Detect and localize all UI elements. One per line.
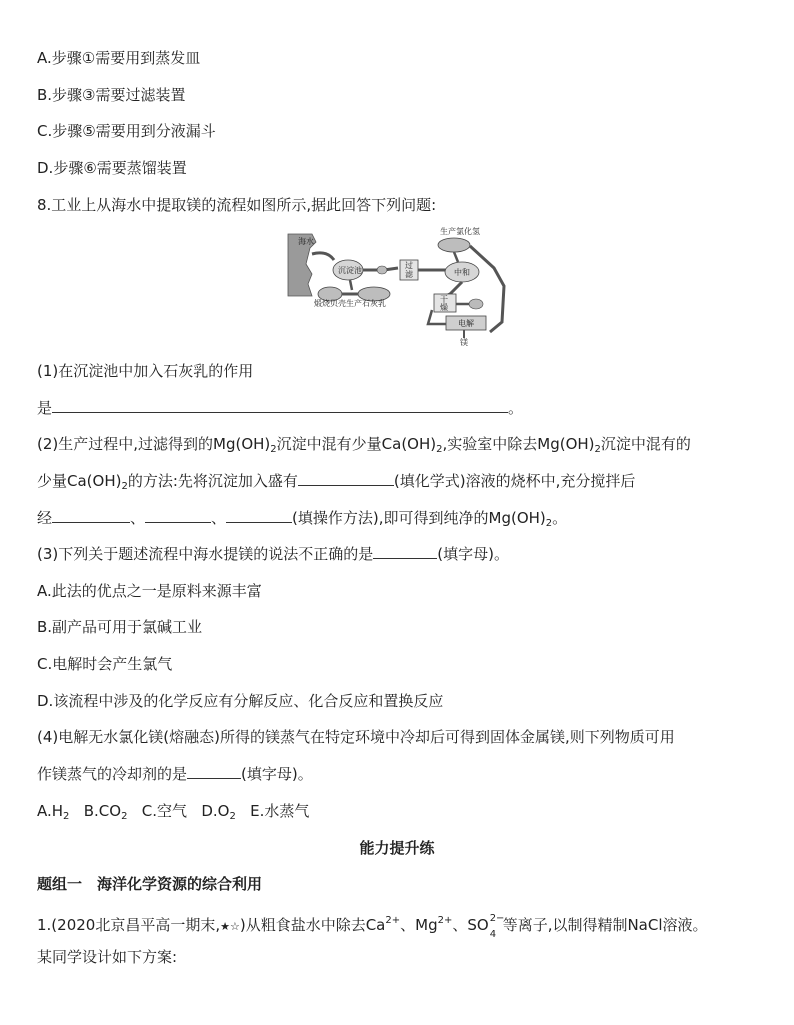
- q8-part3-option-d: D.该流程中涉及的化学反应有分解反应、化合反应和置换反应: [37, 692, 444, 710]
- q1-line2: 某同学设计如下方案:: [37, 948, 178, 966]
- group-title: 题组一 海洋化学资源的综合利用: [37, 875, 263, 893]
- q7-option-c: C.步骤⑤需要用到分液漏斗: [37, 122, 216, 140]
- q8-part4-option-b: B.CO: [83, 802, 122, 820]
- q8-part2-operation-blank-1[interactable]: [52, 507, 130, 523]
- label-magnesium: 镁: [460, 338, 468, 347]
- subscript: 2: [594, 444, 601, 455]
- sulfate-charge-stack: [489, 913, 505, 940]
- label-dry-2: 燥: [440, 303, 448, 312]
- q8-part2-text: (填操作方法),即可得到纯净的Mg(OH): [292, 509, 546, 527]
- q8-part2-text: 沉淀中混有少量Ca(OH): [276, 435, 437, 453]
- q8-part4-text: (填字母)。: [241, 765, 313, 783]
- subscript: 2: [436, 444, 443, 455]
- q8-part2-text: 经: [37, 509, 53, 527]
- q8-part2-text: ,实验室中除去Mg(OH): [442, 435, 595, 453]
- q8-part1-line1: (1)在沉淀池中加入石灰乳的作用: [37, 362, 254, 380]
- q8-part1-suffix: 。: [508, 399, 524, 417]
- q8-part4-option-e: E.水蒸气: [250, 802, 310, 820]
- q8-part3-text: (填字母)。: [437, 545, 509, 563]
- q1-text: 、Mg: [400, 916, 438, 934]
- q7-option-b: B.步骤③需要过滤装置: [37, 86, 186, 104]
- q1-line1: [37, 910, 708, 938]
- superscript: 2+: [385, 915, 401, 926]
- difficulty-star-icon: ★☆: [220, 920, 240, 933]
- q8-part4-line1: (4)电解无水氯化镁(熔融态)所得的镁蒸气在特定环境中冷却后可得到固体金属镁,则下列物质可用: [37, 728, 675, 746]
- q7-option-a: A.步骤①需要用到蒸发皿: [37, 49, 201, 67]
- subscript: 4: [489, 929, 497, 940]
- subscript: 2: [545, 518, 553, 529]
- q8-part2-text: 的方法:先将沉淀加入盛有: [127, 472, 298, 490]
- separator: 、: [130, 509, 146, 527]
- q8-part2-operation-blank-2[interactable]: [145, 507, 211, 523]
- q1-text: 1.(2020北京昌平高一期末,: [37, 916, 221, 934]
- subscript: 2: [270, 444, 277, 455]
- q8-part4-option-d: D.O: [201, 802, 230, 820]
- q8-part2-text: 。: [552, 509, 568, 527]
- q1-text: )从粗食盐水中除去Ca: [239, 916, 386, 934]
- q8-part4-option-a: A.H: [37, 802, 64, 820]
- q8-part4-options: [37, 800, 309, 828]
- label-filter-1: 过: [405, 261, 413, 270]
- section-title: 能力提升练: [359, 839, 435, 857]
- q8-part2-text: (填化学式)溶液的烧杯中,充分搅拌后: [393, 472, 636, 490]
- q8-stem: 8.工业上从海水中提取镁的流程如图所示,据此回答下列问题:: [37, 196, 437, 214]
- q8-part3-option-a: A.此法的优点之一是原料来源丰富: [37, 582, 262, 600]
- q8-part3-answer-blank[interactable]: [373, 543, 437, 559]
- label-shell-lime: 煅烧贝壳生产石灰乳: [314, 299, 386, 308]
- label-electrolysis: 电解: [458, 319, 474, 328]
- q1-text: 、SO: [452, 916, 489, 934]
- q8-part3-text: (3)下列关于题述流程中海水提镁的说法不正确的是: [37, 545, 374, 563]
- q1-text: 等离子,以制得精制NaCl溶液。: [502, 916, 708, 934]
- separator: 、: [211, 509, 227, 527]
- q8-part4-text: 作镁蒸气的冷却剂的是: [37, 765, 188, 783]
- q8-part2-line1: [37, 433, 691, 461]
- subscript: 2: [63, 811, 70, 822]
- q8-part3-question: [37, 543, 509, 565]
- q8-part1-answer-blank[interactable]: [52, 397, 508, 413]
- magnesium-extraction-flowchart: [282, 224, 514, 348]
- superscript: 2+: [437, 915, 453, 926]
- q8-part2-text: 少量Ca(OH): [37, 472, 122, 490]
- q8-part2-line2: [37, 470, 635, 498]
- q8-part4-line2: [37, 763, 313, 785]
- q8-part4-option-c: C.空气: [141, 802, 188, 820]
- subscript: 2: [121, 481, 128, 492]
- superscript: 2−: [489, 913, 505, 924]
- q8-part2-operation-blank-3[interactable]: [226, 507, 292, 523]
- q8-part1-line2: [37, 397, 523, 419]
- subscript: 2: [229, 811, 236, 822]
- subscript: 2: [121, 811, 128, 822]
- q8-part2-line3: [37, 507, 567, 535]
- q8-part4-answer-blank[interactable]: [187, 763, 241, 779]
- label-precipitation-tank: 沉淀池: [338, 266, 362, 275]
- label-hcl-production: 生产氯化氢: [440, 227, 480, 236]
- label-seawater: 海水: [298, 237, 314, 246]
- q8-part1-prefix: 是: [37, 399, 53, 417]
- q8-part2-formula-blank[interactable]: [298, 470, 394, 486]
- label-dry-1: 干: [440, 295, 448, 304]
- q8-part3-option-c: C.电解时会产生氯气: [37, 655, 173, 673]
- q7-option-d: D.步骤⑥需要蒸馏装置: [37, 159, 187, 177]
- label-filter-2: 滤: [405, 270, 413, 279]
- q8-part2-text: 沉淀中混有的: [600, 435, 691, 453]
- q8-part2-text: (2)生产过程中,过滤得到的Mg(OH): [37, 435, 271, 453]
- q8-part3-option-b: B.副产品可用于氯碱工业: [37, 618, 203, 636]
- label-neutralize: 中和: [454, 268, 470, 277]
